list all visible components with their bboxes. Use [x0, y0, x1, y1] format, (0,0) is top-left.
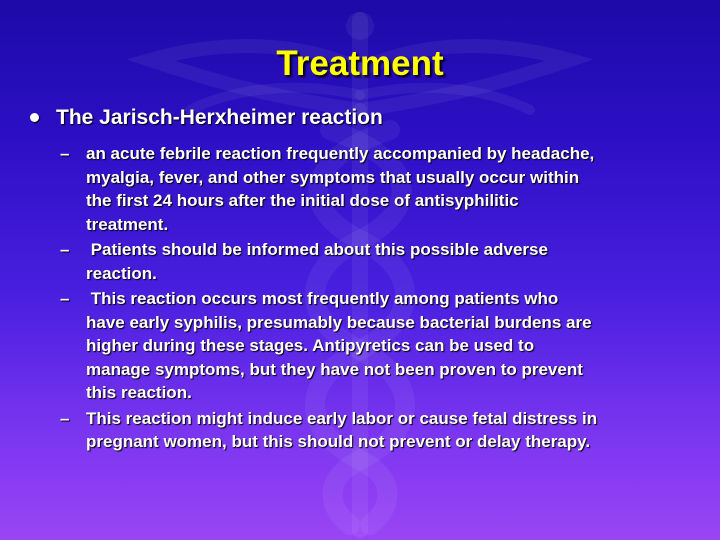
text-line: manage symptoms, but they have not been proven to prevent: [86, 359, 583, 379]
text-line: an acute febrile reaction frequently accompanied by headache,: [86, 144, 595, 163]
sub-bullet-text: [86, 407, 700, 454]
text-line: have early syphilis, presumably because bacterial burdens are: [86, 312, 592, 332]
text-line: This reaction occurs most frequently among patients who: [86, 289, 559, 308]
dash-marker: –: [60, 240, 70, 259]
dash-marker: –: [60, 289, 70, 308]
sub-bullet-item: [60, 287, 700, 405]
dash-marker: –: [60, 144, 70, 163]
sub-bullet-item: [60, 407, 700, 454]
main-bullet-text: The Jarisch-Herxheimer reaction: [56, 106, 383, 129]
dash-marker: –: [60, 408, 70, 428]
sub-bullet-text: [86, 287, 700, 405]
sub-bullet-item: [60, 238, 700, 285]
sub-bullet-text: [86, 238, 700, 285]
sub-bullet-item: [60, 142, 700, 236]
text-line: reaction.: [86, 263, 157, 283]
text-line: This reaction might induce early labor or cause fetal distress in: [86, 408, 598, 428]
sub-bullet-text: [86, 142, 700, 236]
bullet-dot-icon: [30, 113, 39, 122]
text-line: treatment.: [86, 214, 169, 234]
text-line: this reaction.: [86, 383, 192, 402]
text-line: Patients should be informed about this possible adverse: [86, 240, 548, 259]
sub-bullet-list: [60, 142, 700, 456]
text-line: the first 24 hours after the initial dose of antisyphilitic: [86, 191, 519, 210]
slide-title: Treatment: [276, 44, 444, 83]
text-line: higher during these stages. Antipyretics can be used to: [86, 336, 535, 355]
text-line: myalgia, fever, and other symptoms that usually occur within: [86, 167, 580, 187]
text-line: pregnant women, but this should not prevent or delay therapy.: [86, 432, 591, 451]
